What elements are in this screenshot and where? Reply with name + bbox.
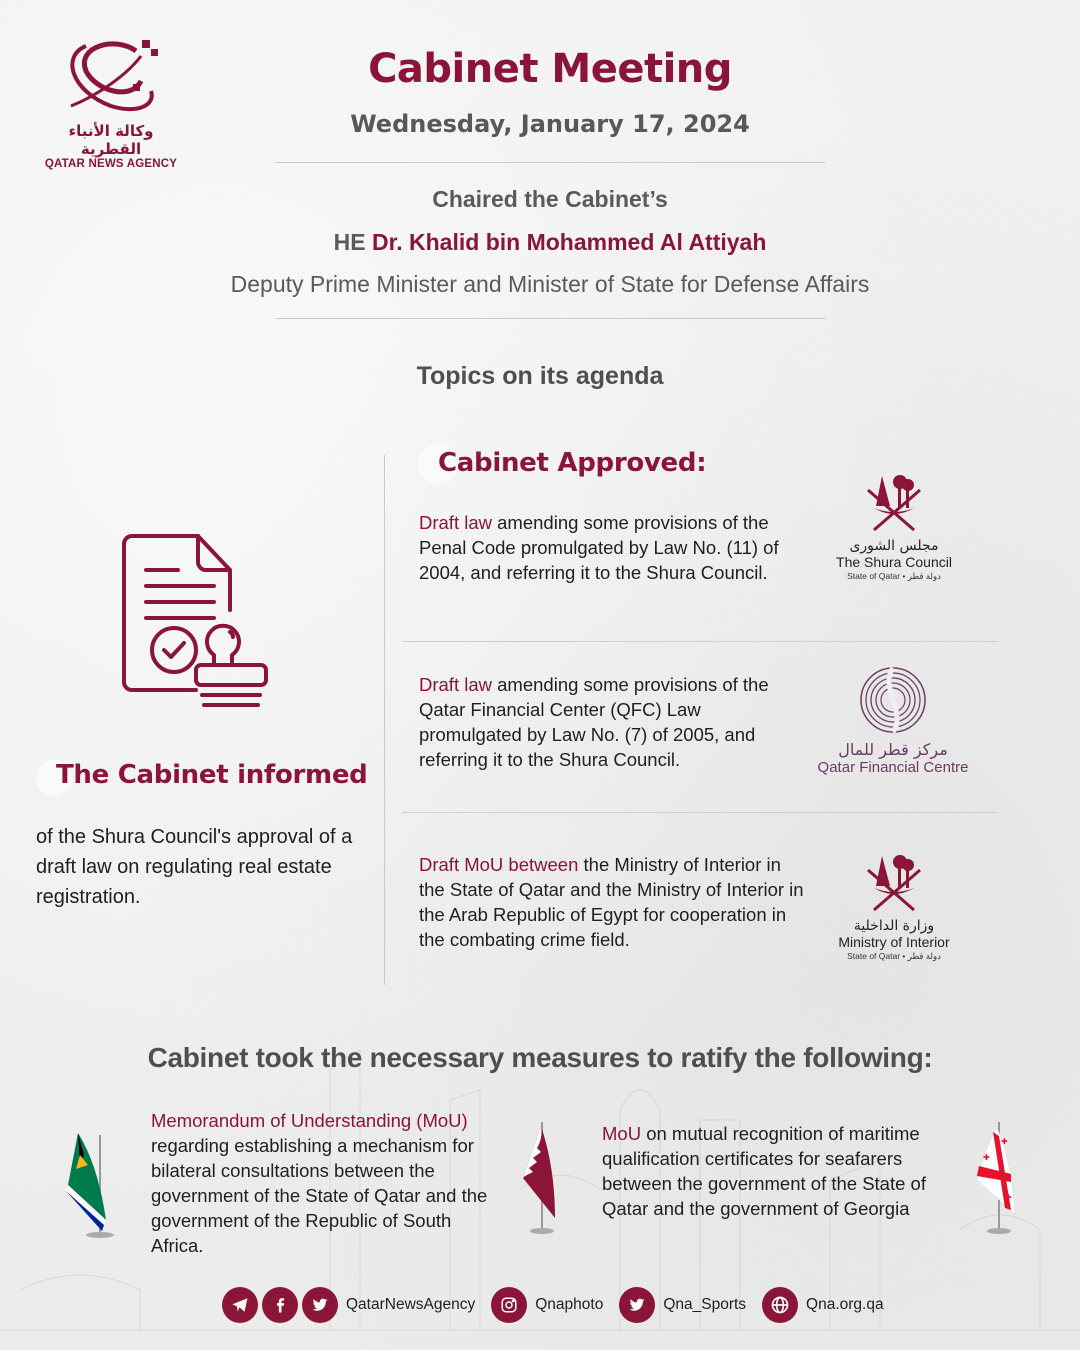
document-stamp-icon <box>118 530 274 720</box>
item-text: regarding establishing a mechanism for bilateral consultations between the government of the State of Qatar and the government of the Republic of South Africa. <box>151 1135 488 1256</box>
meeting-date: Wednesday, January 17, 2024 <box>350 110 750 138</box>
social-footer <box>222 1285 900 1325</box>
informed-body: of the Shura Council's approval of a draft law on regulating real estate registration. <box>36 826 353 908</box>
agenda-heading: Topics on its agenda <box>416 362 664 390</box>
item-highlight: Draft MoU between <box>419 854 579 875</box>
approved-item <box>419 510 799 585</box>
shura-english: The Shura Council <box>836 554 952 570</box>
telegram-icon[interactable] <box>222 1287 258 1323</box>
qfc-english: Qatar Financial Centre <box>817 759 969 776</box>
instagram-icon[interactable] <box>491 1287 527 1323</box>
social-handle[interactable]: Qna_Sports <box>663 1296 747 1313</box>
ratify-item-georgia <box>602 1121 962 1221</box>
approved-item <box>419 852 809 952</box>
item-highlight: MoU <box>602 1123 642 1144</box>
moi-arabic: وزارة الداخلية <box>853 918 935 934</box>
item-highlight: Draft law <box>419 512 492 533</box>
logo-arabic-text: وكالة الأنباء القطرية <box>68 122 154 158</box>
svg-text:✚: ✚ <box>1001 1137 1008 1146</box>
he-prefix: HE <box>333 229 366 255</box>
globe-icon[interactable] <box>762 1287 798 1323</box>
divider <box>402 812 998 813</box>
chaired-label: Chaired the Cabinet’s <box>432 186 668 212</box>
item-highlight: Draft law <box>419 674 492 695</box>
qatar-emblem-icon <box>862 468 926 532</box>
divider <box>275 162 825 163</box>
moi-state: State of Qatar • دولة قطر <box>847 951 941 961</box>
item-highlight: Memorandum of Understanding (MoU) <box>151 1110 468 1131</box>
chair-name-line <box>0 229 1080 256</box>
shura-arabic: مجلس الشورى <box>849 538 939 554</box>
qatar-flag-icon <box>515 1118 565 1238</box>
qfc-emblem-icon <box>859 666 927 734</box>
chair-name: Dr. Khalid bin Mohammed Al Attiyah <box>371 229 767 255</box>
twitter-icon[interactable] <box>619 1287 655 1323</box>
qfc-arabic: مركز قطر للمال <box>838 740 948 759</box>
divider <box>402 641 998 642</box>
georgia-flag-icon <box>965 1118 1025 1238</box>
shura-state: State of Qatar • دولة قطر <box>847 571 941 581</box>
item-text: amending some provisions of the Qatar Financial Center (QFC) Law promulgated by Law No. (7) of 2005, and referring it to the Shura Council. <box>419 674 769 770</box>
item-text: amending some provisions of the Penal Code promulgated by Law No. (11) of 2004, and referring it to the Shura Council. <box>419 512 779 583</box>
facebook-icon[interactable] <box>262 1287 298 1323</box>
south-africa-flag-icon <box>58 1125 118 1245</box>
chair-position: Deputy Prime Minister and Minister of State for Defense Affairs <box>230 271 870 297</box>
item-text: on mutual recognition of maritime qualification certificates for seafarers between the government of the State of Qatar and the government of Georgia <box>602 1123 926 1219</box>
shura-council-logo <box>826 468 962 582</box>
logo-english-text: QATAR NEWS AGENCY <box>44 158 178 170</box>
approved-item <box>419 672 799 772</box>
social-handle[interactable]: QatarNewsAgency <box>346 1296 476 1313</box>
item-text: the Ministry of Interior in the State of Qatar and the Ministry of Interior in the Arab Republic of Egypt for cooperation in the combating crime field. <box>419 854 804 950</box>
moi-english: Ministry of Interior <box>838 934 950 950</box>
ministry-of-interior-logo <box>826 848 962 962</box>
informed-heading: The Cabinet informed <box>56 760 368 790</box>
twitter-icon[interactable] <box>302 1287 338 1323</box>
vertical-divider <box>384 455 385 985</box>
svg-text:✚: ✚ <box>983 1153 990 1162</box>
ratify-heading: Cabinet took the necessary measures to ratify the following: <box>147 1042 933 1073</box>
page-title: Cabinet Meeting <box>368 46 732 92</box>
approved-heading: Cabinet Approved: <box>438 448 707 478</box>
social-handle[interactable]: Qna.org.qa <box>806 1296 884 1313</box>
social-handle[interactable]: Qnaphoto <box>535 1296 604 1313</box>
divider <box>275 318 825 319</box>
qatar-emblem-icon <box>862 848 926 912</box>
qfc-logo <box>808 666 978 776</box>
svg-text:✚: ✚ <box>1005 1193 1012 1202</box>
ratify-item-south-africa <box>151 1108 501 1258</box>
